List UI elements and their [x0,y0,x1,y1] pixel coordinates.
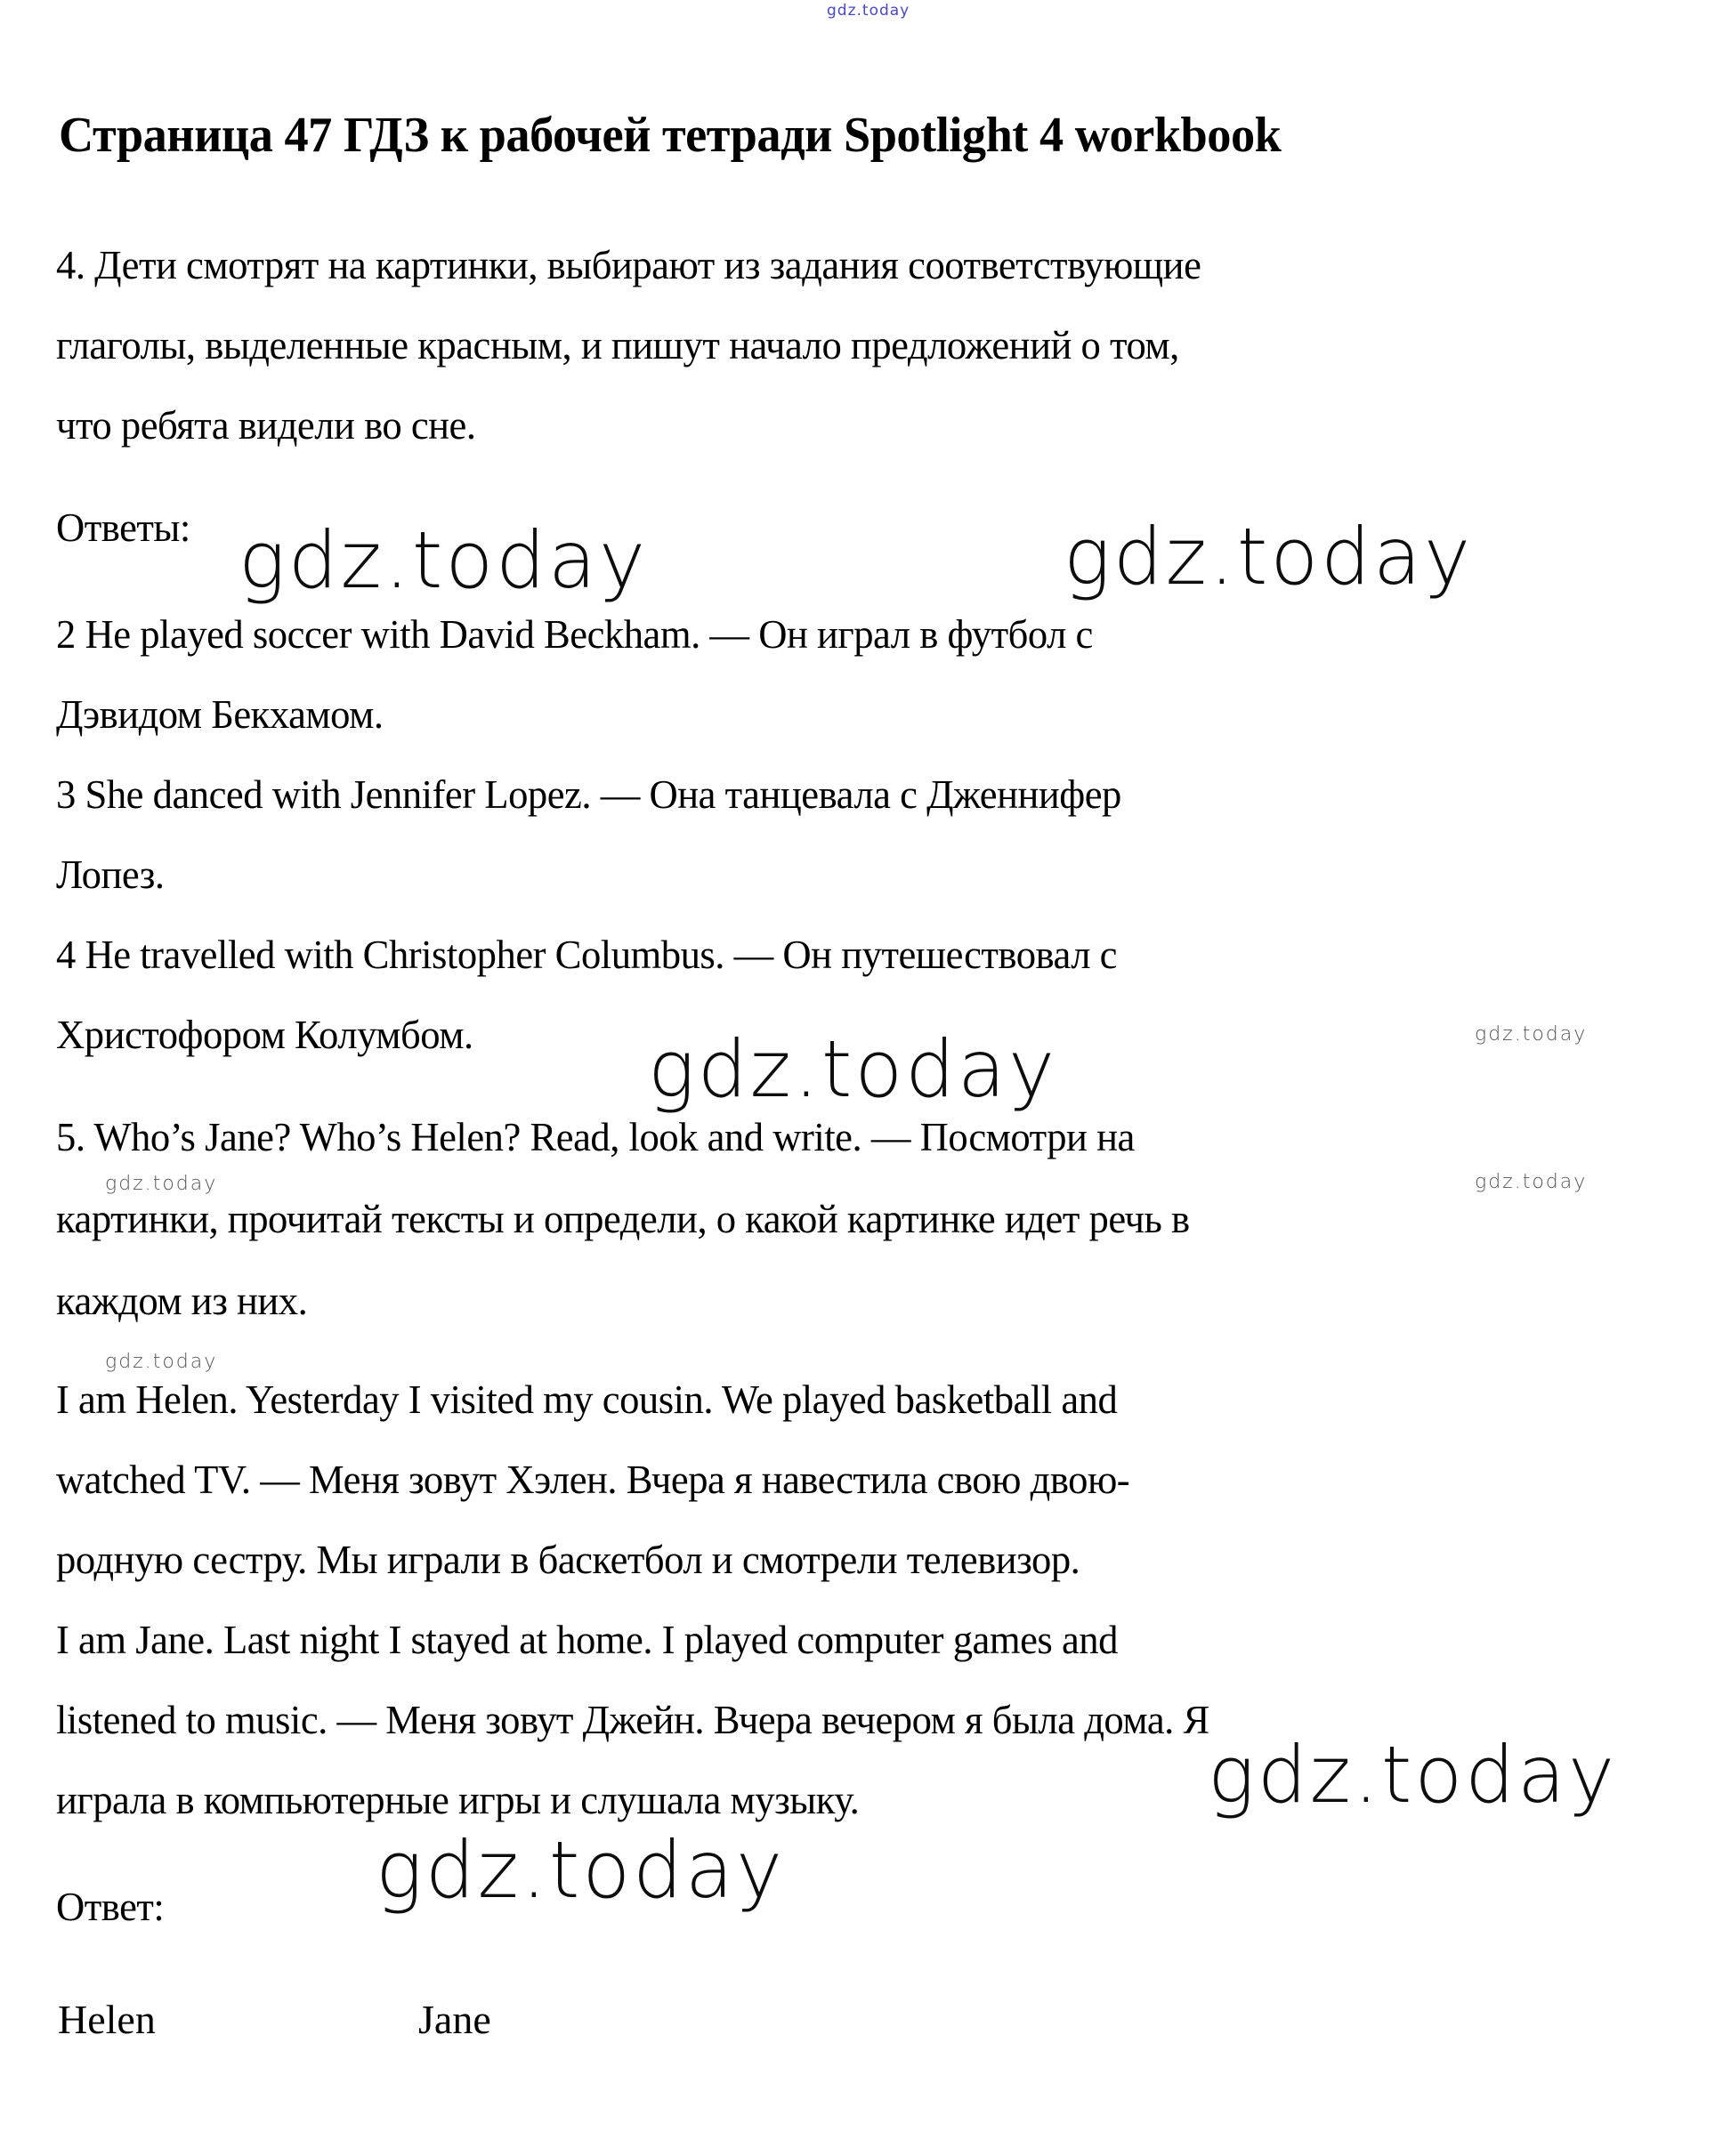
task5-intro-line-2: картинки, прочитай тексты и определи, о какой картинке идет речь в [56,1196,1190,1241]
watermark-small-left-2: gdz.today [105,1351,218,1373]
watermark-large-bottom-center: gdz.today [376,1824,786,1916]
task4-intro-line-3: что ребята видели во сне. [56,402,476,448]
task5-intro-line-3: каждом из них. [56,1278,308,1323]
page-title: Страница 47 ГДЗ к рабочей тетради Spotlight 4 workbook [59,108,1282,163]
watermark-large-bottom-right: gdz.today [1208,1729,1618,1821]
answer-name-jane: Jane [418,1997,491,2042]
watermark-small-left-1: gdz.today [105,1173,218,1195]
task4-answer4-line-1: 4 He travelled with Christopher Columbus. — Он путешествовал с [56,932,1117,977]
task4-answer3-line-1: 3 She danced with Jennifer Lopez. — Она танцевала с Дженнифер [56,771,1121,817]
watermark-large-middle: gdz.today [648,1023,1058,1115]
task5-answer-names-row [58,1996,681,2049]
task5-jane-line-3: играла в компьютерные игры и слушала музыку. [56,1777,860,1822]
watermark-top-center: gdz.today [827,2,910,20]
watermark-large-left: gdz.today [239,514,649,606]
task4-answer4-line-2: Христофором Колумбом. [56,1012,473,1057]
task4-answer2-line-2: Дэвидом Бекхамом. [56,691,384,737]
task5-jane-line-2: listened to music. — Меня зовут Джейн. Вчера вечером я была дома. Я [56,1697,1209,1742]
task5-helen-line-3: родную сестру. Мы играли в баскетбол и смотрели телевизор. [56,1537,1080,1582]
task4-answer3-line-2: Лопез. [56,852,165,897]
answer-name-helen: Helen [58,1997,156,2042]
task4-intro-line-1: 4. Дети смотрят на картинки, выбирают из задания соответствующие [56,242,1201,287]
task5-helen-line-1: I am Helen. Yesterday I visited my cousin. We played basketball and [56,1377,1118,1422]
task4-answers-label: Ответы: [56,505,190,550]
task4-intro-line-2: глаголы, выделенные красным, и пишут начало предложений о том, [56,322,1179,367]
watermark-small-right-2: gdz.today [1475,1171,1588,1193]
task5-helen-line-2: watched TV. — Меня зовут Хэлен. Вчера я навестила свою двою- [56,1457,1130,1502]
task4-answer2-line-1: 2 He played soccer with David Beckham. — Он играл в футбол с [56,611,1093,657]
task5-intro-line-1: 5. Who’s Jane? Who’s Helen? Read, look and write. — Посмотри на [56,1114,1135,1159]
watermark-small-right-1: gdz.today [1475,1023,1588,1046]
task5-answer-label: Ответ: [56,1884,165,1929]
watermark-large-right: gdz.today [1064,511,1474,602]
task5-jane-line-1: I am Jane. Last night I stayed at home. I played computer games and [56,1617,1118,1662]
